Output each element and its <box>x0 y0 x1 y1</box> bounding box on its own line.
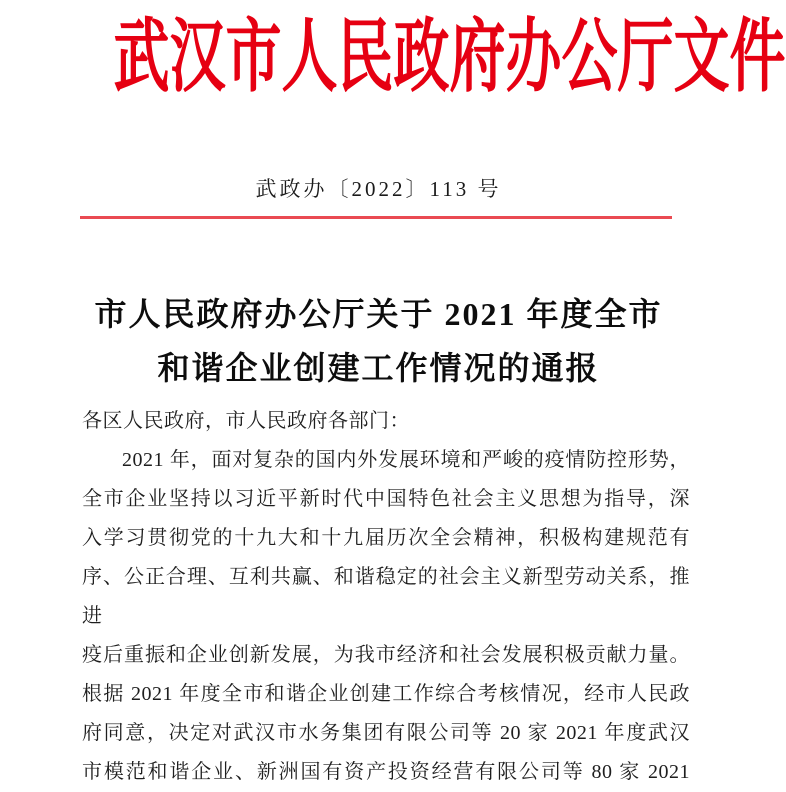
body-line-2: 全市企业坚持以习近平新时代中国特色社会主义思想为指导，深 <box>82 488 690 510</box>
document-number: 武政办〔2022〕113 号 <box>255 177 502 201</box>
document-body <box>82 402 690 792</box>
document-title-line-1: 市人民政府办公厅关于 2021 年度全市 <box>94 296 663 332</box>
body-line-6: 根据 2021 年度全市和谐企业创建工作综合考核情况，经市人民政 <box>82 683 690 705</box>
body-line-salutation: 各区人民政府，市人民政府各部门： <box>82 410 410 432</box>
document-title-line-2: 和谐企业创建工作情况的通报 <box>157 350 600 386</box>
body-line-1: 2021 年，面对复杂的国内外发展环境和严峻的疫情防控形势， <box>122 449 690 471</box>
body-line-7: 府同意，决定对武汉市水务集团有限公司等 20 家 2021 年度武汉 <box>82 722 690 744</box>
body-line-5: 疫后重振和企业创新发展，为我市经济和社会发展积极贡献力量。 <box>82 644 690 666</box>
body-line-8: 市模范和谐企业、新洲国有资产投资经营有限公司等 80 家 2021 <box>82 761 690 783</box>
letterhead-title: 武汉市人民政府办公厅文件 <box>113 14 786 102</box>
body-line-3: 入学习贯彻党的十九大和十九届历次全会精神，积极构建规范有 <box>82 527 690 549</box>
body-line-4: 序、公正合理、互利共赢、和谐稳定的社会主义新型劳动关系，推进 <box>82 566 690 627</box>
red-separator-line <box>80 216 672 219</box>
document-title <box>0 287 757 395</box>
